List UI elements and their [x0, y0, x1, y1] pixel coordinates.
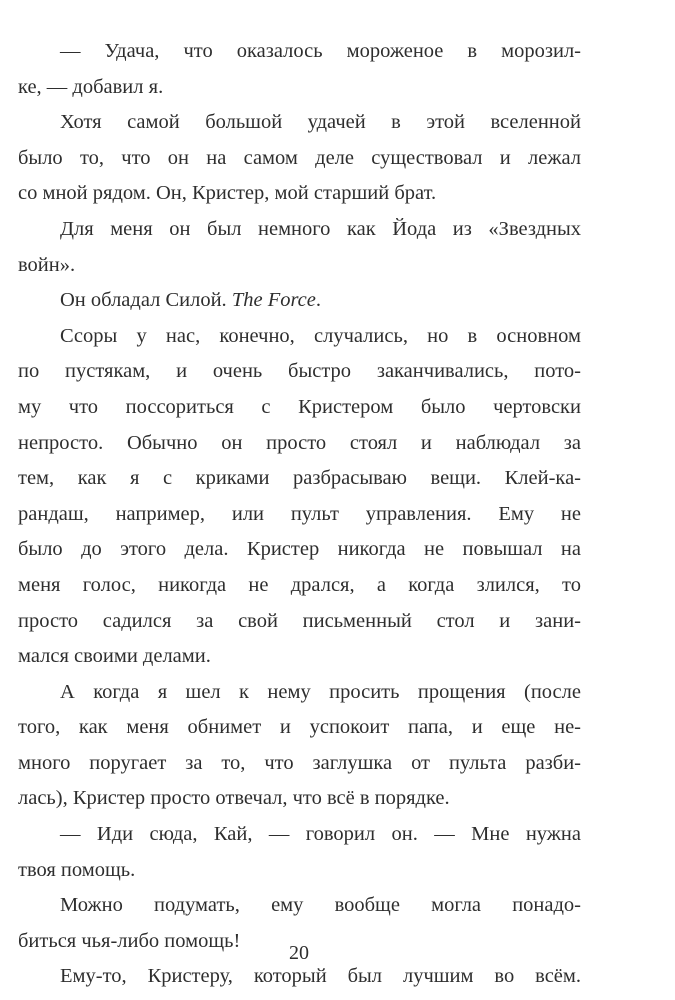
text-line	[18, 283, 581, 319]
text-line: А когда я шел к нему просить прощения (после	[60, 680, 581, 703]
text-line: рандаш, например, или пульт управления. Ему не	[18, 502, 581, 525]
text-line: биться чья-либо помощь!	[18, 929, 241, 952]
text-run: .	[315, 289, 321, 312]
text-line: Можно подумать, ему вообще могла понадо-	[60, 894, 581, 917]
paragraph	[18, 817, 581, 888]
paragraph	[18, 319, 581, 675]
paragraph	[18, 34, 581, 105]
book-page-text	[18, 34, 581, 995]
text-line: непросто. Обычно он просто стоял и наблюдал за	[18, 431, 581, 454]
text-line: ке, — добавил я.	[18, 75, 164, 98]
text-line: Ему-то, Кристеру, который был лучшим во всём.	[60, 965, 581, 988]
text-line: мался своими делами.	[18, 645, 211, 668]
text-line: Для меня он был немного как Йода из «Звездных	[60, 217, 581, 240]
text-line: того, как меня обнимет и успокоит папа, и еще не-	[18, 716, 581, 739]
text-line: Хотя самой большой удачей в этой вселенной	[60, 111, 581, 134]
paragraph	[18, 283, 581, 319]
text-line: много поругает за то, что заглушка от пульта разби-	[18, 751, 581, 774]
text-line: было то, что он на самом деле существовал и лежал	[18, 146, 581, 169]
text-line: войн».	[18, 253, 76, 276]
text-line: лась), Кристер просто отвечал, что всё в порядке.	[18, 787, 450, 810]
text-line: тем, как я с криками разбрасываю вещи. Клей-ка-	[18, 467, 581, 490]
italic-phrase: The Force	[231, 289, 316, 312]
text-line: меня голос, никогда не дрался, а когда злился, то	[18, 573, 581, 596]
text-line: было до этого дела. Кристер никогда не повышал на	[18, 538, 581, 561]
text-run: Он обладал Силой.	[60, 289, 232, 312]
paragraph	[18, 212, 581, 283]
text-line: твоя помощь.	[18, 858, 136, 881]
text-line: — Удача, что оказалось мороженое в морозил-	[60, 40, 581, 62]
text-line: — Иди сюда, Кай, — говорил он. — Мне нужна	[60, 823, 581, 846]
text-line: по пустякам, и очень быстро заканчивались, пото-	[18, 360, 581, 383]
text-line: со мной рядом. Он, Кристер, мой старший брат.	[18, 182, 437, 205]
paragraph	[18, 675, 581, 817]
text-line: му что поссориться с Кристером было чертовски	[18, 395, 581, 418]
page-number: 20	[289, 942, 309, 964]
paragraph	[18, 105, 581, 212]
text-line: Ссоры у нас, конечно, случались, но в основном	[60, 324, 581, 347]
text-line: просто садился за свой письменный стол и зани-	[18, 609, 581, 632]
